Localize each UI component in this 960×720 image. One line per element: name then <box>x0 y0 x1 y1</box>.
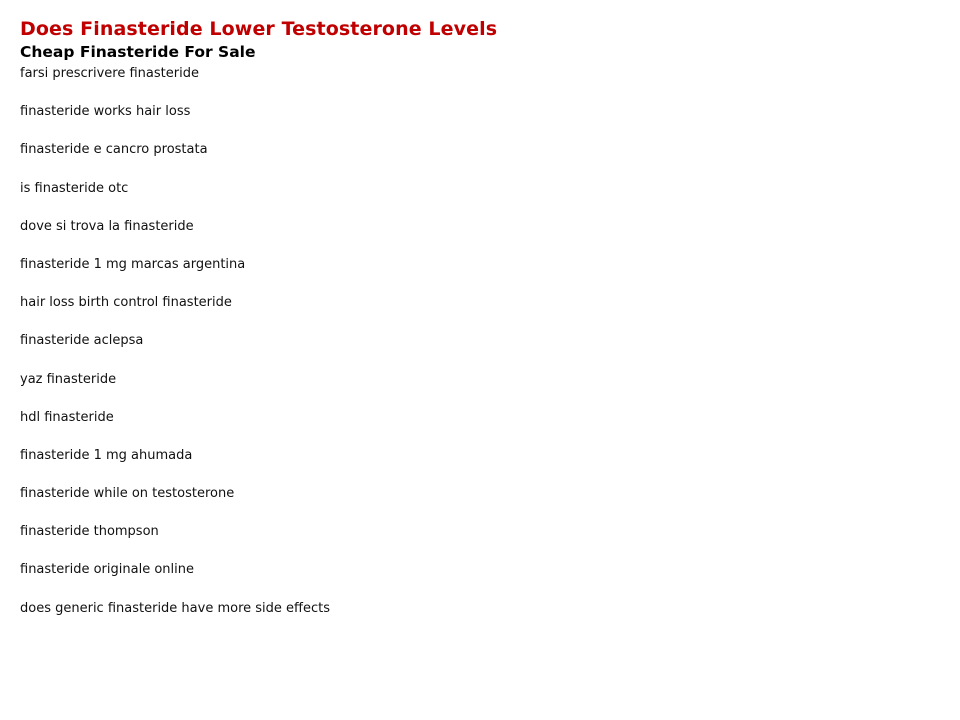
page-title: Does Finasteride Lower Testosterone Levels <box>20 18 498 40</box>
list-item: hair loss birth control finasteride <box>20 295 232 311</box>
document-page <box>20 16 940 637</box>
list-item: does generic finasteride have more side effects <box>20 600 331 616</box>
page-subtitle: Cheap Finasteride For Sale <box>20 43 256 61</box>
list-item: dove si trova la finasteride <box>20 218 194 234</box>
list-item: finasteride 1 mg ahumada <box>20 447 193 463</box>
list-item: finasteride originale online <box>20 562 194 578</box>
list-item: finasteride works hair loss <box>20 104 191 120</box>
keyword-list <box>20 64 940 618</box>
list-item: finasteride while on testosterone <box>20 486 235 502</box>
list-item: finasteride 1 mg marcas argentina <box>20 256 246 272</box>
list-item: farsi prescrivere finasteride <box>20 66 199 81</box>
list-item: finasteride e cancro prostata <box>20 142 208 158</box>
list-item: hdl finasteride <box>20 409 114 425</box>
list-item: is finasteride otc <box>20 180 129 196</box>
list-item: finasteride thompson <box>20 524 159 540</box>
list-item: yaz finasteride <box>20 371 117 387</box>
list-item: finasteride aclepsa <box>20 333 144 349</box>
